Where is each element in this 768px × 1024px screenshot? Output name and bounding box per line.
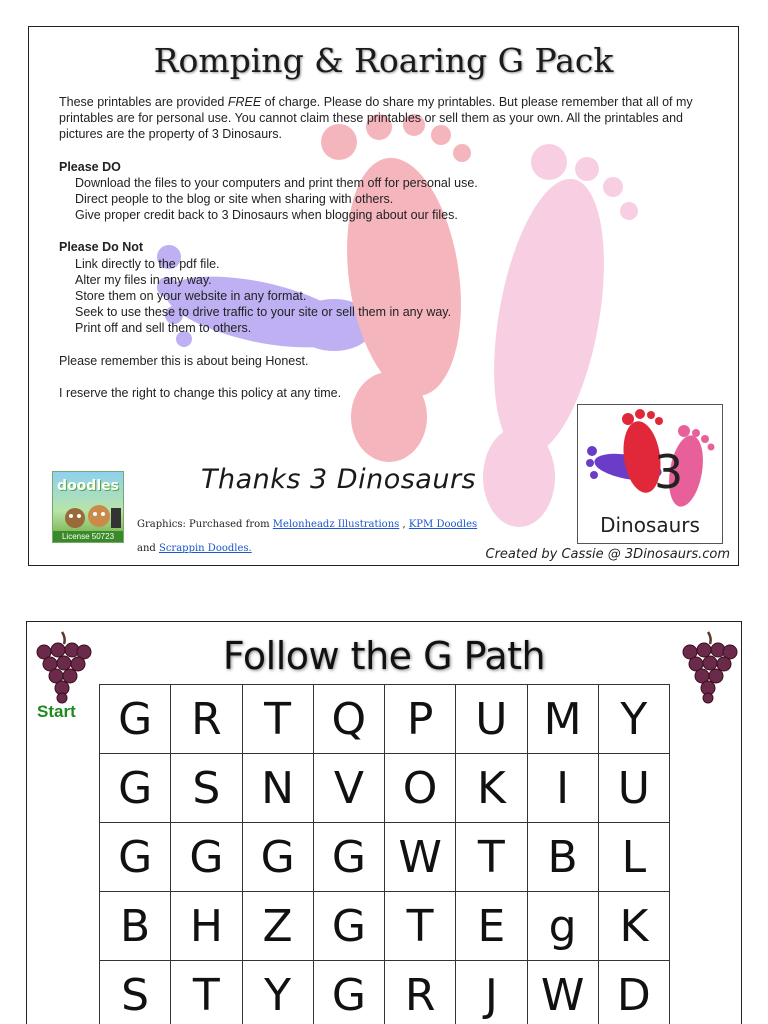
graphics-credits xyxy=(137,513,477,561)
dinosaurs-logo-number: 3 xyxy=(654,445,684,499)
kpm-doodles-link[interactable]: KPM Doodles xyxy=(408,519,478,530)
grid-cell[interactable]: G xyxy=(243,823,314,892)
graphics-credit-line xyxy=(137,513,477,537)
do-not-item: Store them on your website in any format. xyxy=(75,289,307,304)
worksheet-title: Follow the G Path xyxy=(222,634,546,678)
grid-cell[interactable]: O xyxy=(385,754,456,823)
grid-cell[interactable]: J xyxy=(456,961,527,1024)
intro-text-end: of charge. Please do share my printables. But please remember that all of my printables are for personal use. You cannot claim these printables or sell them as your own. All the printables and pictures are the property of 3 Dinosaurs. xyxy=(59,95,693,142)
grid-cell[interactable]: g xyxy=(528,892,599,961)
grid-cell[interactable]: T xyxy=(385,892,456,961)
credit-separator: , xyxy=(399,519,409,530)
doodles-animals-icon xyxy=(53,494,124,534)
intro-paragraph xyxy=(59,94,699,143)
grid-cell[interactable]: T xyxy=(243,685,314,754)
honest-note: Please remember this is about being Honest. xyxy=(59,353,309,368)
created-by: Created by Cassie @ 3Dinosaurs.com xyxy=(485,547,730,562)
grid-cell[interactable]: S xyxy=(171,754,242,823)
thanks-signature: Thanks 3 Dinosaurs xyxy=(201,464,477,495)
grid-cell[interactable]: G xyxy=(100,823,171,892)
grid-cell[interactable]: B xyxy=(528,823,599,892)
letter-grid xyxy=(99,684,670,1024)
doodles-license: License 50723 xyxy=(53,531,123,542)
do-not-item: Seek to use these to drive traffic to your site or sell them in any way. xyxy=(75,305,452,320)
grid-cell[interactable]: T xyxy=(456,823,527,892)
grid-cell[interactable]: U xyxy=(599,754,670,823)
grid-cell[interactable]: V xyxy=(314,754,385,823)
grid-cell[interactable]: G xyxy=(314,823,385,892)
do-item: Direct people to the blog or site when sharing with others. xyxy=(75,192,394,207)
graphics-credit-line-2 xyxy=(137,537,477,561)
graphics-label: Graphics: Purchased from xyxy=(137,519,273,530)
grid-cell[interactable]: I xyxy=(528,754,599,823)
grid-cell[interactable]: W xyxy=(528,961,599,1024)
grid-cell[interactable]: D xyxy=(599,961,670,1024)
grid-cell[interactable]: K xyxy=(599,892,670,961)
grid-cell[interactable]: L xyxy=(599,823,670,892)
policy-page xyxy=(28,26,739,566)
grid-cell[interactable]: U xyxy=(456,685,527,754)
do-item: Give proper credit back to 3 Dinosaurs when blogging about our files. xyxy=(75,208,458,223)
and-label: and xyxy=(137,543,159,554)
dinosaurs-logo-word: Dinosaurs xyxy=(600,513,700,537)
do-not-item: Link directly to the pdf file. xyxy=(75,256,220,271)
grid-cell[interactable]: H xyxy=(171,892,242,961)
scrappin-doodles-link[interactable]: Scrappin Doodles. xyxy=(158,543,252,554)
grid-cell[interactable]: R xyxy=(171,685,242,754)
doodles-logo xyxy=(52,471,124,543)
grid-cell[interactable]: E xyxy=(456,892,527,961)
grid-cell[interactable]: Q xyxy=(314,685,385,754)
grid-cell[interactable]: S xyxy=(100,961,171,1024)
grid-cell[interactable]: G xyxy=(100,685,171,754)
grid-cell[interactable]: Z xyxy=(243,892,314,961)
grid-cell[interactable]: B xyxy=(100,892,171,961)
footprints-icon xyxy=(578,405,724,515)
page-title: Romping & Roaring G Pack xyxy=(153,41,614,80)
policy-reserve-note: I reserve the right to change this policy at any time. xyxy=(59,385,342,400)
grid-cell[interactable]: Y xyxy=(243,961,314,1024)
grid-cell[interactable]: M xyxy=(528,685,599,754)
policy-text xyxy=(59,94,699,401)
do-item: Download the files to your computers and print them off for personal use. xyxy=(75,175,478,190)
please-do-heading: Please DO xyxy=(59,159,121,174)
grid-cell[interactable]: T xyxy=(171,961,242,1024)
intro-text-start: These printables are provided xyxy=(59,95,228,109)
grid-cell[interactable]: P xyxy=(385,685,456,754)
grid-cell[interactable]: N xyxy=(243,754,314,823)
do-not-item: Print off and sell them to others. xyxy=(75,321,252,336)
grid-cell[interactable]: G xyxy=(100,754,171,823)
please-do-not-heading: Please Do Not xyxy=(59,240,144,255)
g-path-worksheet xyxy=(26,621,742,1024)
grid-cell[interactable]: G xyxy=(314,961,385,1024)
start-label: Start xyxy=(37,702,76,721)
grid-cell[interactable]: Y xyxy=(599,685,670,754)
grid-cell[interactable]: R xyxy=(385,961,456,1024)
doodles-logo-word: doodles xyxy=(57,478,119,494)
melonheadz-link[interactable]: Melonheadz Illustrations xyxy=(272,519,400,530)
grid-cell[interactable]: G xyxy=(314,892,385,961)
dinosaurs-logo xyxy=(577,404,723,544)
grid-cell[interactable]: W xyxy=(385,823,456,892)
grid-cell[interactable]: G xyxy=(171,823,242,892)
free-emphasis: FREE xyxy=(227,95,262,109)
grid-cell[interactable]: K xyxy=(456,754,527,823)
do-not-item: Alter my files in any way. xyxy=(75,272,212,287)
